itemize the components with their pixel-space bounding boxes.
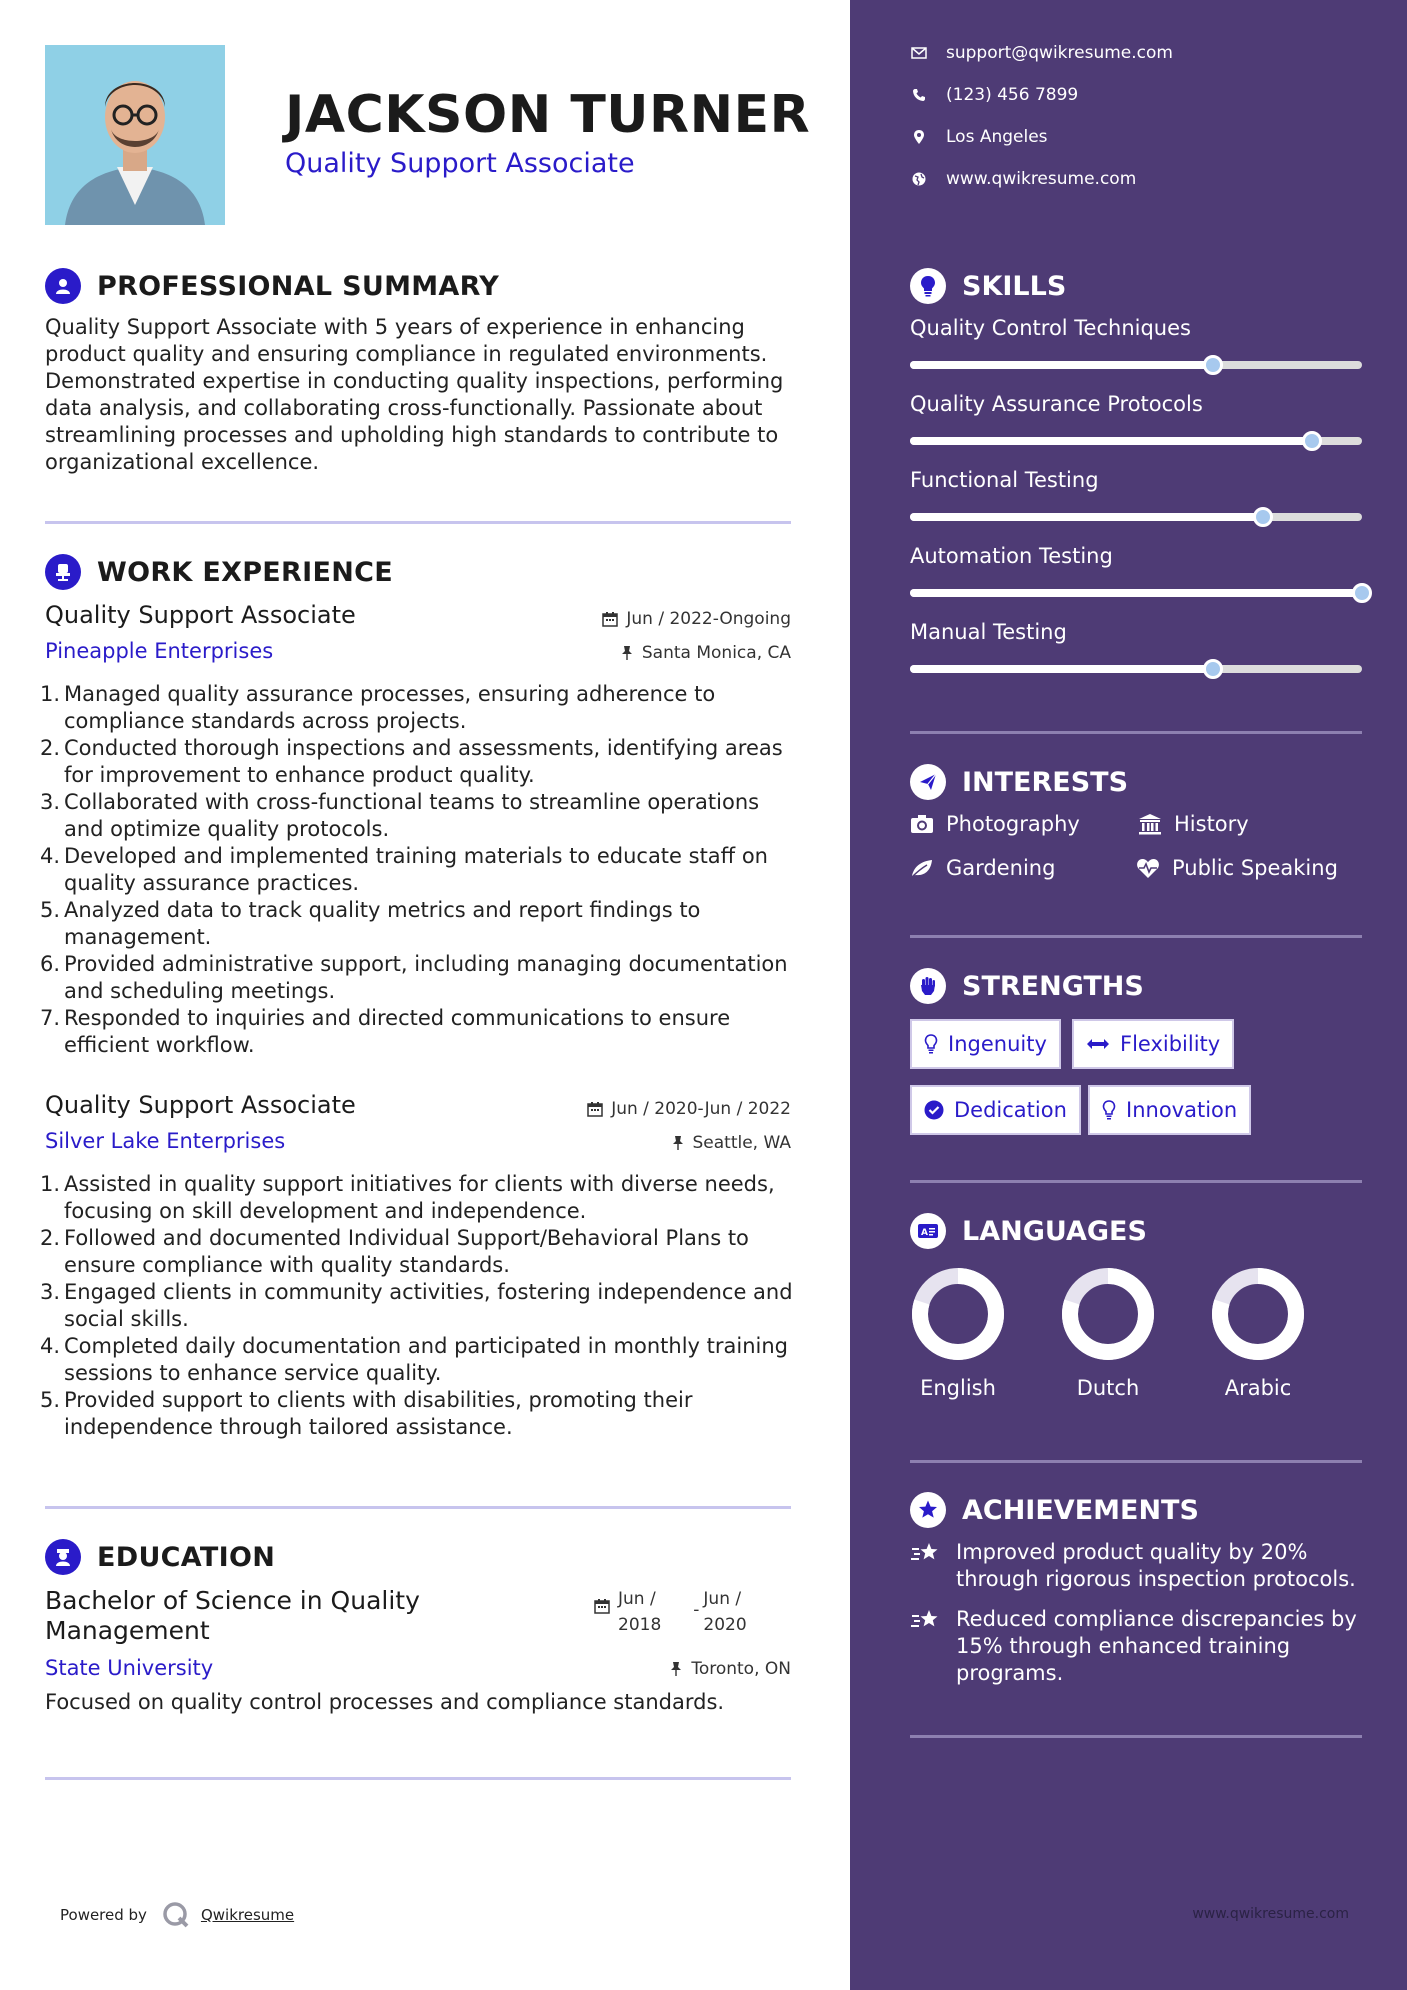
list-item: 3. Collaborated with cross-functional teams to streamline operations and optimize quality protocols. <box>40 789 800 843</box>
location-text: Los Angeles <box>946 127 1048 147</box>
divider <box>910 731 1362 734</box>
arrows-horizontal-icon <box>1086 1037 1110 1051</box>
star-swoosh-icon <box>910 1539 946 1593</box>
qwikresume-logo-icon <box>161 1900 191 1930</box>
interest-public-speaking <box>1136 856 1338 880</box>
interest-label: Public Speaking <box>1172 856 1338 880</box>
strength-label: Flexibility <box>1120 1032 1221 1056</box>
bullet-text: Responded to inquiries and directed communications to ensure efficient workflow. <box>64 1006 731 1057</box>
job-location <box>620 643 791 663</box>
interests-heading: INTERESTS <box>962 766 1129 798</box>
experience-heading: WORK EXPERIENCE <box>97 556 393 588</box>
candidate-title: Quality Support Associate <box>285 148 635 179</box>
skill-label: Manual Testing <box>910 620 1067 644</box>
job-location-text: Santa Monica, CA <box>641 643 791 663</box>
education-dates <box>594 1586 747 1638</box>
divider <box>45 1777 791 1780</box>
achievement-text: Reduced compliance discrepancies by 15% through enhanced training programs. <box>956 1607 1357 1685</box>
achievement-item <box>910 1606 1370 1687</box>
company-name: Silver Lake Enterprises <box>45 1129 286 1153</box>
job-title: Quality Support Associate <box>45 601 356 629</box>
experience-header <box>45 554 393 590</box>
list-item: 6. Provided administrative support, including managing documentation and scheduling meetings. <box>40 951 800 1005</box>
job-location <box>671 1133 792 1153</box>
skill-bar <box>910 361 1362 369</box>
bullet-text: Conducted thorough inspections and assessments, identifying areas for improvement to enhance product quality. <box>64 736 783 787</box>
achievements-header <box>910 1492 1199 1528</box>
bullet-text: Developed and implemented training materials to educate staff on quality assurance practices. <box>64 844 768 895</box>
phone-text: (123) 456 7899 <box>946 85 1079 105</box>
pushpin-icon <box>671 1135 685 1151</box>
language-ring <box>910 1266 1006 1362</box>
list-item: 5. Provided support to clients with disabilities, promoting their independence through tailored assistance. <box>40 1387 800 1441</box>
strength-label: Dedication <box>954 1098 1067 1122</box>
lightbulb-icon <box>924 1034 938 1054</box>
qwikresume-link[interactable]: Qwikresume <box>200 1906 295 1924</box>
divider <box>910 935 1362 938</box>
languages-heading: LANGUAGES <box>962 1215 1147 1247</box>
list-item: 2. Conducted thorough inspections and assessments, identifying areas for improvement to enhance product quality. <box>40 735 800 789</box>
bullet-text: Followed and documented Individual Support/Behavioral Plans to ensure compliance with quality standards. <box>64 1226 749 1277</box>
job-dates-text: Jun / 2020-Jun / 2022 <box>611 1099 791 1119</box>
paper-plane-icon <box>910 764 946 800</box>
skill-bar <box>910 589 1362 597</box>
edu-start-month: Jun / <box>618 1589 656 1609</box>
candidate-name: JACKSON TURNER <box>285 85 811 145</box>
contact-website[interactable] <box>910 169 1136 189</box>
email-text: support@qwikresume.com <box>946 43 1173 63</box>
list-item: 5. Analyzed data to track quality metrics and report findings to management. <box>40 897 800 951</box>
list-item: 4. Completed daily documentation and participated in monthly training sessions to enhance service quality. <box>40 1333 800 1387</box>
skill-label: Automation Testing <box>910 544 1113 568</box>
footer-site[interactable]: www.qwikresume.com <box>1192 1906 1349 1922</box>
interest-label: Photography <box>946 812 1080 836</box>
strength-label: Ingenuity <box>948 1032 1047 1056</box>
job-title: Quality Support Associate <box>45 1091 356 1119</box>
phone-icon <box>910 88 928 102</box>
globe-icon <box>910 172 928 186</box>
bullet-text: Analyzed data to track quality metrics and report findings to management. <box>64 898 701 949</box>
divider <box>45 1506 791 1509</box>
school-name: State University <box>45 1656 214 1680</box>
interest-photography <box>910 812 1080 836</box>
office-chair-icon <box>45 554 81 590</box>
bullet-text: Engaged clients in community activities, fostering independence and social skills. <box>64 1280 793 1331</box>
education-description: Focused on quality control processes and compliance standards. <box>45 1690 725 1714</box>
strength-label: Innovation <box>1126 1098 1238 1122</box>
job-bullets <box>40 681 800 1059</box>
divider <box>45 521 791 524</box>
pushpin-icon <box>620 645 634 661</box>
achievement-item <box>910 1539 1370 1593</box>
skills-heading: SKILLS <box>962 270 1067 302</box>
language-label: English <box>920 1376 996 1400</box>
achievement-text: Improved product quality by 20% through rigorous inspection protocols. <box>956 1540 1356 1591</box>
translate-icon <box>910 1213 946 1249</box>
skill-bar-fill <box>910 361 1213 369</box>
map-marker-icon <box>910 130 928 144</box>
skill-bar-fill <box>910 589 1362 597</box>
strength-chip-flexibility <box>1072 1019 1234 1069</box>
skill-bar-knob <box>1203 659 1223 679</box>
user-icon <box>45 268 81 304</box>
strength-chip-dedication <box>910 1085 1081 1135</box>
language-item <box>898 1266 1018 1400</box>
calendar-icon <box>587 1101 603 1117</box>
skills-header <box>910 268 1066 304</box>
education-heading: EDUCATION <box>97 1541 276 1573</box>
edu-start-year: 2018 <box>618 1615 662 1635</box>
job-location-text: Seattle, WA <box>692 1133 791 1153</box>
skill-bar-knob <box>1203 355 1223 375</box>
interest-gardening <box>910 856 1055 880</box>
star-badge-icon <box>910 1492 946 1528</box>
skill-label: Quality Control Techniques <box>910 316 1191 340</box>
list-item: 4. Developed and implemented training materials to educate staff on quality assurance practices. <box>40 843 800 897</box>
education-header <box>45 1539 275 1575</box>
interest-history <box>1138 812 1249 836</box>
strengths-header <box>910 968 1144 1004</box>
bullet-text: Provided administrative support, including managing documentation and scheduling meetings. <box>64 952 788 1003</box>
list-item: 3. Engaged clients in community activities, fostering independence and social skills. <box>40 1279 800 1333</box>
calendar-icon <box>602 611 618 627</box>
degree-title: Bachelor of Science in Quality Management <box>45 1586 420 1645</box>
skill-bar-knob <box>1302 431 1322 451</box>
lightbulb-icon <box>1102 1100 1116 1120</box>
languages-header <box>910 1213 1147 1249</box>
strength-chip-ingenuity <box>910 1019 1061 1069</box>
skill-bar-fill <box>910 437 1312 445</box>
calendar-icon <box>594 1598 610 1614</box>
envelope-icon <box>910 47 928 59</box>
summary-heading: PROFESSIONAL SUMMARY <box>97 270 500 302</box>
summary-text: Quality Support Associate with 5 years of experience in enhancing product quality and ensuring compliance in regulated environments. Demonstrated expertise in conducting quality inspections, performing data analysis, and collaborating cross-functionally. Passionate about streamlining processes and upholding high standards to contribute to organizational excellence. <box>45 315 784 474</box>
education-location <box>669 1659 791 1679</box>
powered-by-label: Powered by <box>60 1906 147 1924</box>
star-swoosh-icon <box>910 1606 946 1687</box>
strengths-heading: STRENGTHS <box>962 970 1144 1002</box>
achievements-heading: ACHIEVEMENTS <box>962 1494 1199 1526</box>
contact-phone[interactable] <box>910 85 1078 105</box>
language-label: Dutch <box>1076 1376 1140 1400</box>
bullet-text: Assisted in quality support initiatives for clients with diverse needs, focusing on skill development and independence. <box>64 1172 775 1223</box>
leaf-icon <box>910 858 934 878</box>
lightbulb-icon <box>910 268 946 304</box>
list-item: 1. Assisted in quality support initiatives for clients with diverse needs, focusing on skill development and independence. <box>40 1171 800 1225</box>
strength-chip-innovation <box>1088 1085 1251 1135</box>
skill-label: Functional Testing <box>910 468 1099 492</box>
edu-end-year: 2020 <box>703 1615 747 1635</box>
profile-photo <box>45 45 225 225</box>
bullet-text: Collaborated with cross-functional teams to streamline operations and optimize quality protocols. <box>64 790 760 841</box>
education-location-text: Toronto, ON <box>691 1659 791 1679</box>
bullet-text: Completed daily documentation and participated in monthly training sessions to enhance service quality. <box>64 1334 788 1385</box>
bullet-text: Provided support to clients with disabilities, promoting their independence through tailored assistance. <box>64 1388 693 1439</box>
interest-label: History <box>1174 812 1249 836</box>
skill-label: Quality Assurance Protocols <box>910 392 1203 416</box>
skill-bar-fill <box>910 513 1263 521</box>
camera-icon <box>910 814 934 834</box>
raised-fist-icon <box>910 968 946 1004</box>
heartbeat-icon <box>1136 857 1160 879</box>
language-ring <box>1210 1266 1306 1362</box>
job-dates-text: Jun / 2022-Ongoing <box>626 609 791 629</box>
contact-email[interactable] <box>910 43 1173 63</box>
website-text: www.qwikresume.com <box>946 169 1137 189</box>
language-ring <box>1060 1266 1156 1362</box>
list-item: 2. Followed and documented Individual Support/Behavioral Plans to ensure compliance with quality standards. <box>40 1225 800 1279</box>
job-bullets <box>40 1171 800 1441</box>
language-label: Arabic <box>1224 1376 1292 1400</box>
interest-label: Gardening <box>946 856 1056 880</box>
edu-end-month: Jun / <box>703 1589 742 1609</box>
job-dates <box>602 609 791 629</box>
bullet-text: Managed quality assurance processes, ensuring adherence to compliance standards across projects. <box>64 682 716 733</box>
graduate-icon <box>45 1539 81 1575</box>
interests-header <box>910 764 1128 800</box>
summary-header <box>45 268 499 304</box>
language-item <box>1198 1266 1318 1400</box>
job-dates <box>587 1099 791 1119</box>
list-item: 1. Managed quality assurance processes, ensuring adherence to compliance standards across projects. <box>40 681 800 735</box>
skill-bar <box>910 437 1362 445</box>
company-name: Pineapple Enterprises <box>45 639 274 663</box>
pushpin-icon <box>669 1661 683 1677</box>
svg-text:A: A <box>921 1228 928 1238</box>
skill-bar <box>910 513 1362 521</box>
skill-bar-fill <box>910 665 1213 673</box>
footer-powered-by <box>60 1900 294 1930</box>
museum-icon <box>1138 813 1162 835</box>
skill-bar-knob <box>1253 507 1273 527</box>
list-item: 7. Responded to inquiries and directed communications to ensure efficient workflow. <box>40 1005 800 1059</box>
edu-date-separator: - <box>693 1600 700 1620</box>
contact-location <box>910 127 1048 147</box>
divider <box>910 1180 1362 1183</box>
skill-bar <box>910 665 1362 673</box>
divider <box>910 1735 1362 1738</box>
language-item <box>1048 1266 1168 1400</box>
person-photo-icon <box>45 45 225 225</box>
skill-bar-knob <box>1352 583 1372 603</box>
sidebar <box>850 0 1407 1990</box>
divider <box>910 1460 1362 1463</box>
check-circle-icon <box>924 1100 944 1120</box>
